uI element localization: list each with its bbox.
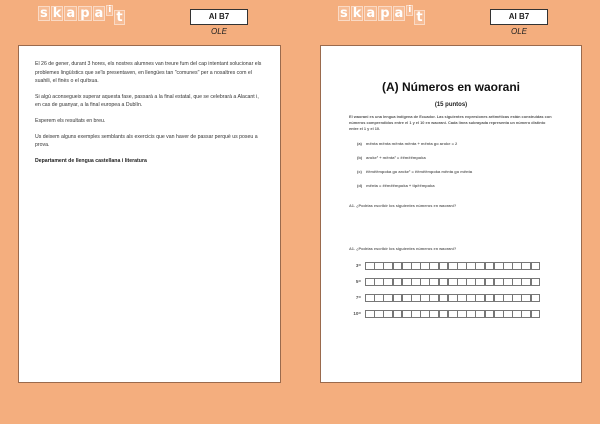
- row-label: 7=: [355, 295, 361, 301]
- answer-cell[interactable]: [531, 262, 541, 270]
- logo-letter: k: [52, 6, 62, 21]
- answer-cell[interactable]: [531, 310, 541, 318]
- equation-label: (b): [357, 155, 363, 160]
- logo-letter: a: [94, 6, 104, 21]
- logo-letter: k: [352, 6, 362, 21]
- problem-points: (15 puntos): [434, 102, 468, 108]
- problem-intro: El waorani es una lengua indígena de Ecuador. Las siguientes expresiones aritméticas están construidas con números comprendidos entre el 1 y el 10 en waorani. Cada línea subrayada representa un número distinto entre el 1 y el 10.: [349, 114, 552, 132]
- logo-letter: t: [116, 10, 123, 25]
- paragraph: Esperem els resultats en breu.: [35, 117, 106, 124]
- logo-letter: p: [80, 6, 90, 21]
- equation-label: (c): [357, 169, 362, 174]
- answer-row-5: [349, 278, 540, 286]
- paragraph: El 26 de gener, durant 3 hores, els nostres alumnes van treure fum del cap intentant solucionar els problemes lingüístics que se'ls presentaven, en llengües tan "comunes" per a nosaltres com el suahili, el finès o el quítxua.: [35, 61, 262, 85]
- equation-label: (d): [357, 183, 363, 188]
- left-logo: [38, 5, 125, 25]
- answer-cells[interactable]: [365, 310, 540, 318]
- right-page: [320, 45, 582, 383]
- left-page: [18, 45, 281, 383]
- paragraph: Si algú aconsegueix superar aquesta fase, passarà a la final estatal, que se celebrarà a Alacant i, en cas de guanyar, a la final europea a Dublín.: [35, 93, 259, 109]
- problem-title: (A) Números en waorani: [381, 80, 521, 94]
- logo-letter: p: [380, 6, 390, 21]
- logo-letter: s: [40, 6, 48, 21]
- answer-cells[interactable]: [365, 294, 540, 302]
- answer-cell[interactable]: [531, 278, 541, 286]
- answer-cells[interactable]: [365, 278, 540, 286]
- right-course-code: AI B7: [490, 9, 548, 25]
- equation-c: [357, 169, 472, 174]
- logo-letter: i: [408, 5, 412, 15]
- equation-label: (a): [357, 141, 362, 146]
- answer-cell[interactable]: [531, 294, 541, 302]
- question-a1-first: A1. ¿Podrías escribir los siguientes números en waorani?: [349, 203, 457, 208]
- question-a1: A1. ¿Podrías escribir los siguientes números en waorani?: [349, 246, 457, 251]
- logo-letter: a: [394, 6, 404, 21]
- answer-row-10: [349, 310, 540, 318]
- left-course-code: AI B7: [190, 9, 248, 25]
- paragraph: Us deixem alguns exemples semblants als exercicis que van haver de passar perquè us poseu a prova.: [35, 133, 258, 149]
- answer-cells[interactable]: [365, 262, 540, 270]
- equation-text: aroke² + mënta² = ëëmëëmpoka: [366, 155, 426, 160]
- logo-letter: i: [108, 5, 112, 15]
- equation-text: mënta = ëëmëëmpoka + tipëëmpoka: [366, 183, 435, 188]
- answer-row-7: [349, 294, 540, 302]
- right-logo: [338, 5, 425, 25]
- equation-a: [357, 141, 457, 146]
- department-signature: Departament de llengua castellana i literatura: [35, 157, 147, 164]
- row-label: 10=: [353, 311, 361, 317]
- logo-letter: s: [340, 6, 348, 21]
- logo-letter: t: [416, 10, 423, 25]
- equation-text: ëëmëëmpoka go aroke² = ëëmëëmpoka mënta go mënta: [365, 169, 473, 174]
- equation-text: mënta mënta mënta mënta + mënta go aroke = 2: [365, 141, 458, 146]
- left-subtitle: OLE: [210, 27, 227, 36]
- logo-letter: a: [366, 6, 376, 21]
- row-label: 5=: [355, 279, 361, 285]
- equation-b: [357, 155, 426, 160]
- right-subtitle: OLE: [510, 27, 527, 36]
- logo-letter: a: [66, 6, 76, 21]
- row-label: 3=: [355, 263, 361, 269]
- equation-d: [357, 183, 435, 188]
- answer-row-3: [349, 262, 540, 270]
